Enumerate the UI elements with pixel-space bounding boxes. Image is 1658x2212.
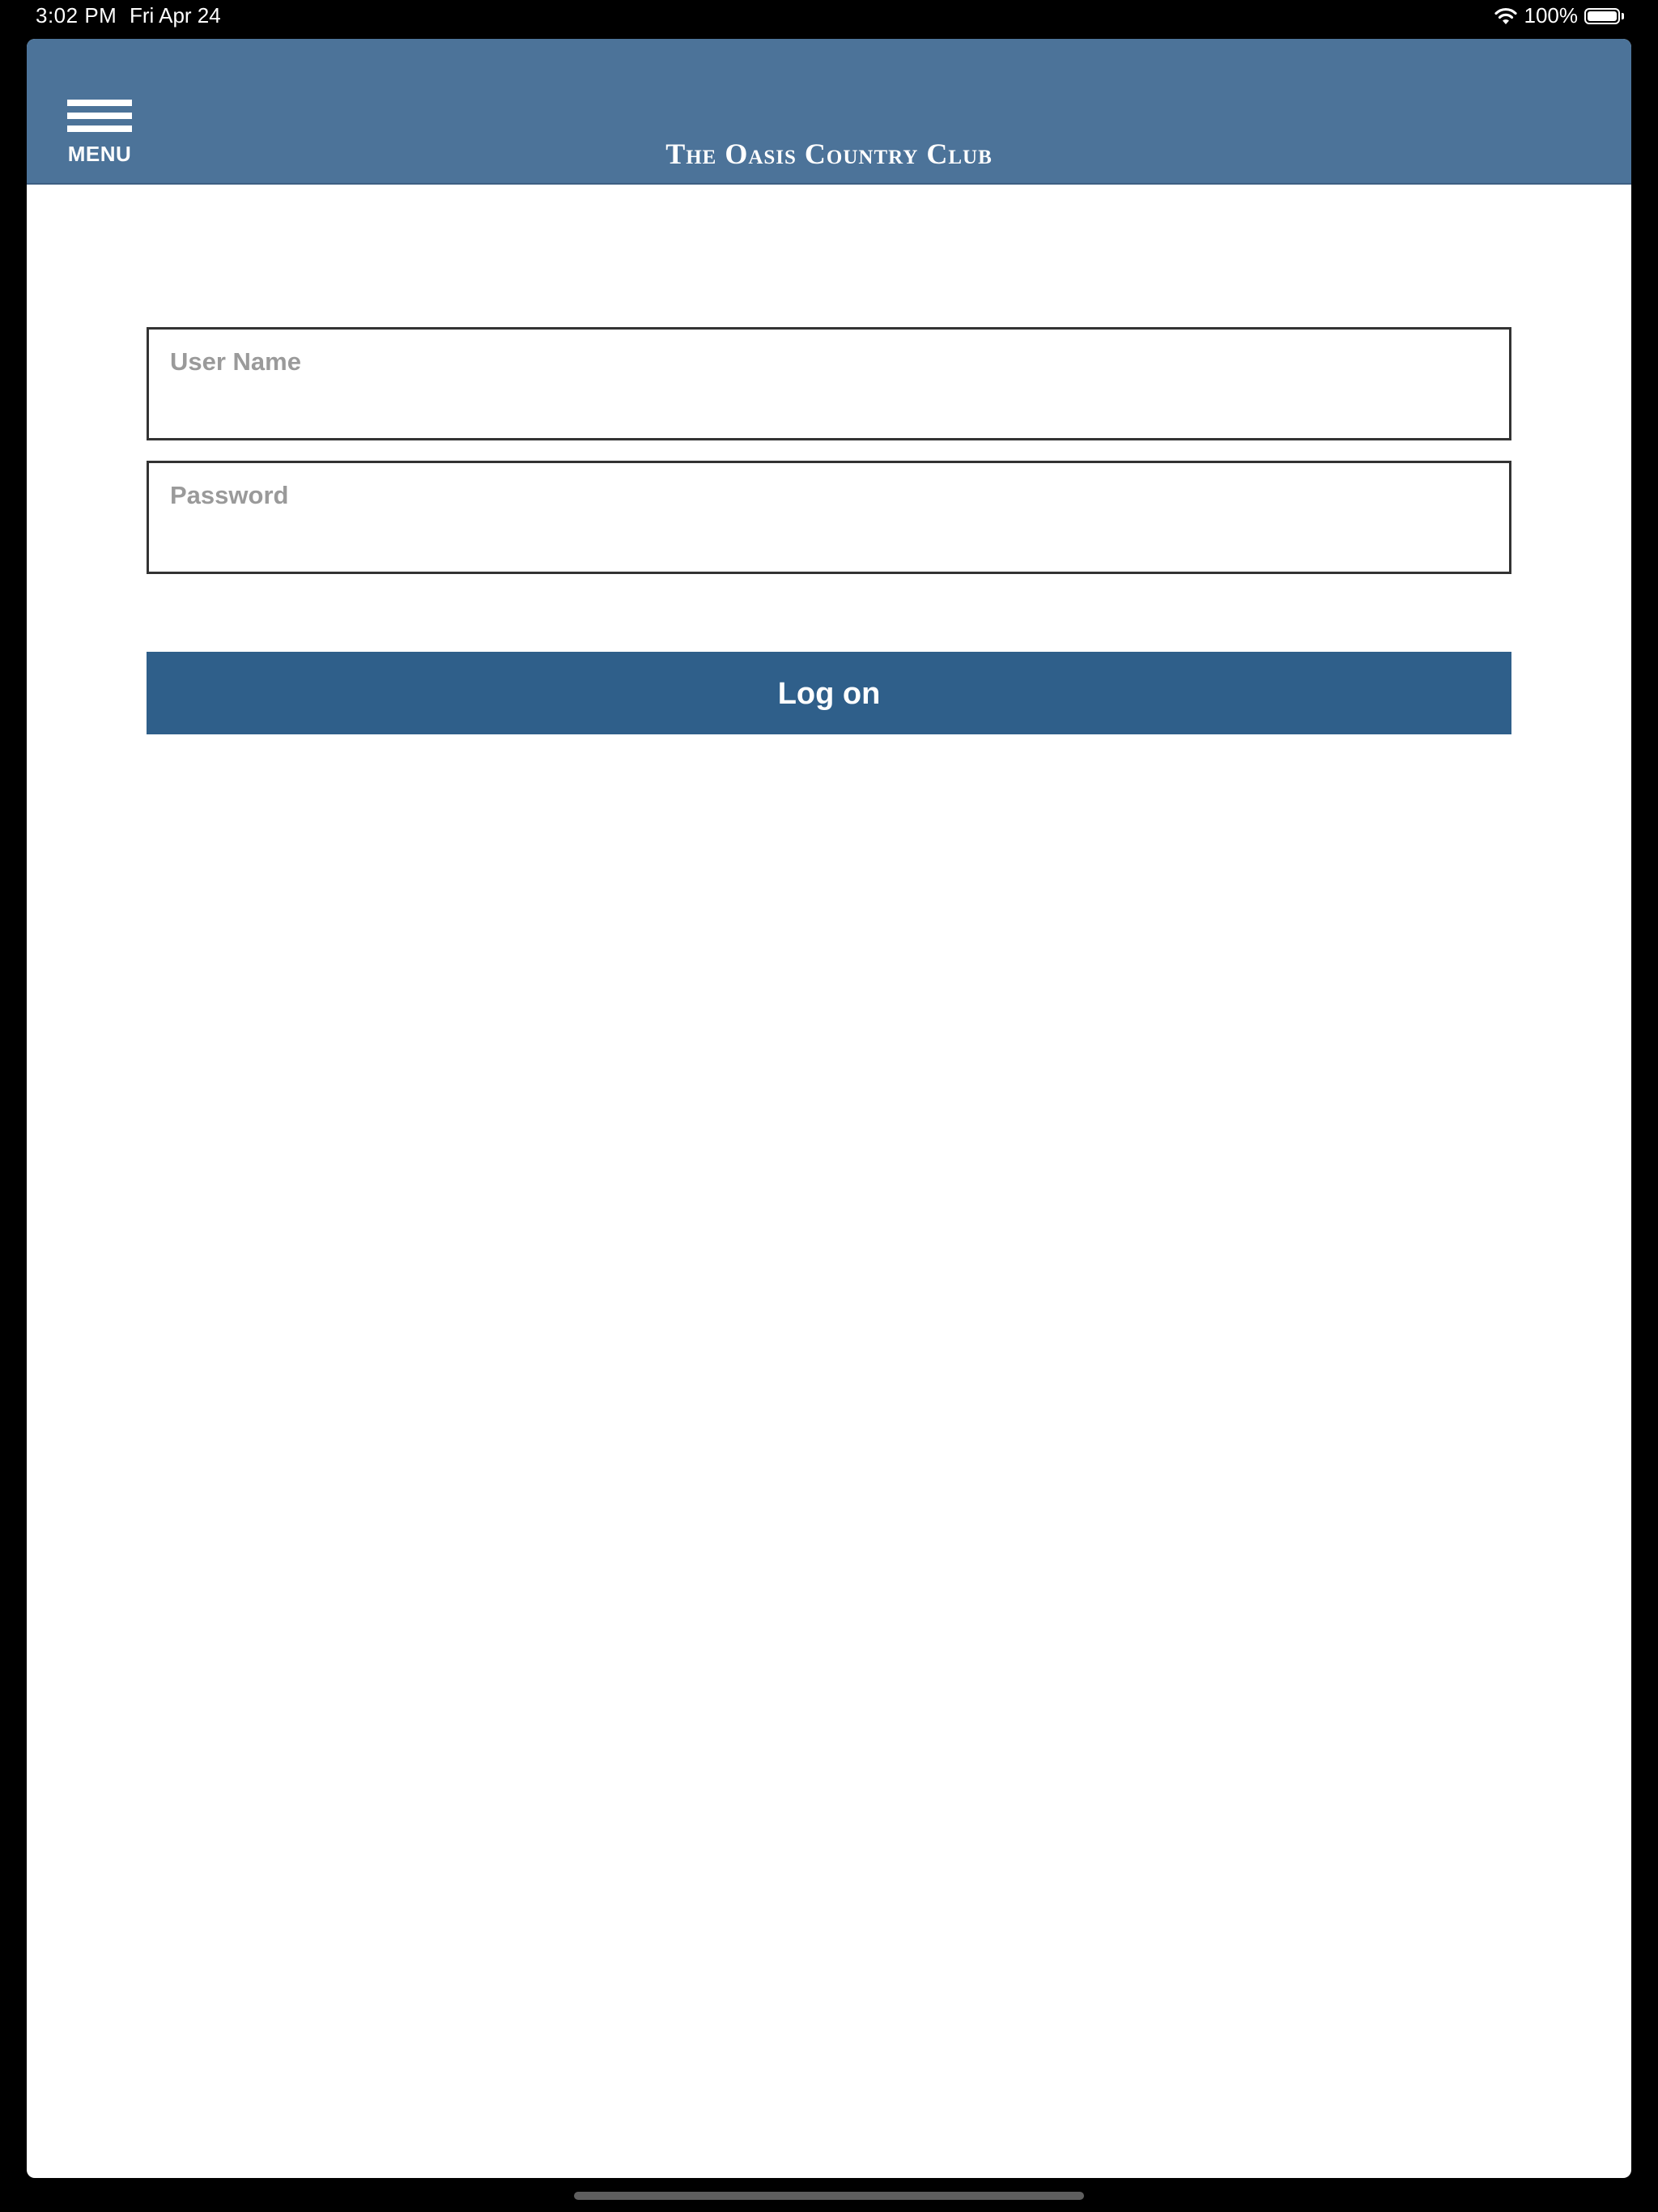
username-input[interactable] — [149, 330, 1509, 438]
home-indicator[interactable] — [574, 2192, 1084, 2200]
status-date: Fri Apr 24 — [130, 3, 221, 28]
status-bar — [0, 0, 1658, 39]
menu-label: MENU — [67, 142, 132, 166]
status-time: 3:02 PM — [36, 3, 117, 28]
battery-percent: 100% — [1524, 3, 1578, 28]
battery-cap — [1622, 13, 1624, 19]
password-field[interactable] — [147, 461, 1511, 574]
app-header — [27, 39, 1631, 185]
battery-icon — [1584, 8, 1624, 24]
password-input[interactable] — [149, 463, 1509, 572]
app-window — [27, 39, 1631, 2178]
battery-body — [1584, 8, 1620, 24]
wifi-icon — [1494, 6, 1518, 26]
hamburger-menu-icon — [67, 100, 132, 132]
logon-button[interactable]: Log on — [147, 652, 1511, 734]
status-indicators — [1494, 3, 1625, 28]
page-title: The Oasis Country Club — [665, 138, 993, 170]
username-field[interactable] — [147, 327, 1511, 440]
battery-fill — [1588, 11, 1617, 21]
